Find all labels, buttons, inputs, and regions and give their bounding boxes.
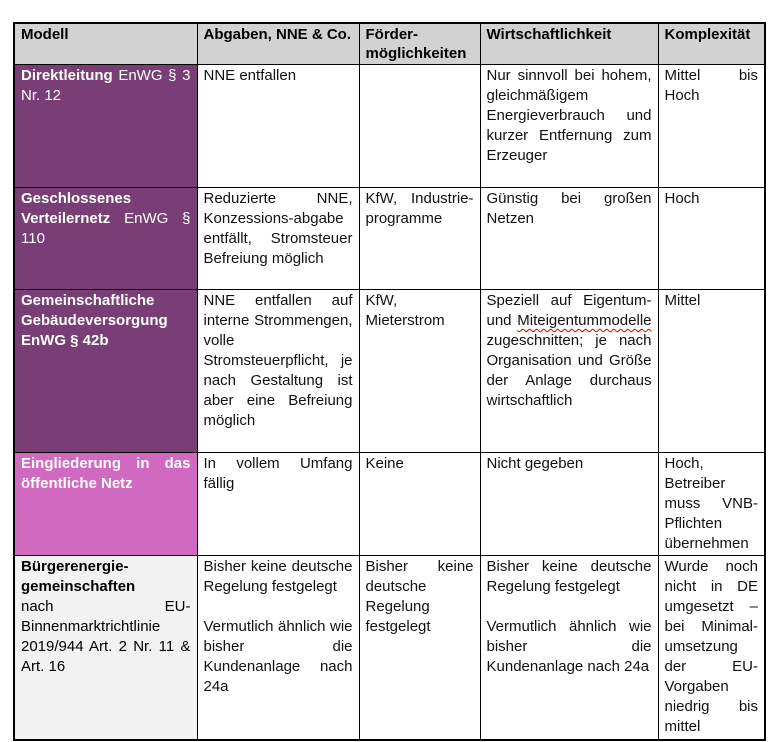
model-name [21, 66, 191, 106]
text-before-misspell: Speziell auf Eigentum- und [486, 292, 652, 329]
energy-models-table [13, 22, 766, 741]
table-row-direktleitung [14, 65, 765, 188]
cell-wirtschaftlichkeit [480, 65, 658, 188]
cell-foerdermoeglichkeiten [359, 290, 480, 453]
cell-text: KfW, Mieterstrom [365, 292, 445, 329]
cell-text: Hoch, Betreiber muss VNB-Pflichten übernehmen [664, 455, 758, 552]
cell-komplexitaet [658, 65, 765, 188]
cell-wirtschaftlichkeit [480, 556, 658, 740]
table-row-buergerenergiegemeinschaften [14, 556, 765, 740]
cell-text: Bisher keine deutsche Regelung festgelegt [203, 558, 353, 595]
cell-text: NNE entfallen auf interne Strommengen, volle Stromsteuerpflicht, je nach Gestaltung ist aber eine Befreiung möglich [203, 292, 353, 429]
model-name-bold: Direktleitung [21, 67, 113, 84]
header-cell-foerdermoeglichkeiten: Förder-möglichkeiten [359, 23, 480, 65]
cell-komplexitaet [658, 188, 765, 290]
cell-foerdermoeglichkeiten [359, 556, 480, 740]
cell-text: Bisher keine deutsche Regelung festgelegt [486, 558, 652, 595]
cell-abgaben [197, 290, 359, 453]
model-name [21, 291, 191, 351]
cell-foerdermoeglichkeiten [359, 453, 480, 556]
model-name-bold: Eingliederung in das öffentliche Netz [21, 455, 191, 492]
header-cell-modell: Modell [14, 23, 197, 65]
misspelled-word: Miteigentummodelle [517, 312, 652, 329]
model-law-ref: nach EU-Binnenmarktrichtlinie 2019/944 Art. 2 Nr. 11 & Art. 16 [21, 598, 191, 675]
model-cell [14, 188, 197, 290]
header-row [14, 23, 765, 65]
model-law-ref: EnWG § 110 [21, 210, 191, 247]
cell-wirtschaftlichkeit [480, 290, 658, 453]
cell-foerdermoeglichkeiten [359, 188, 480, 290]
cell-komplexitaet [658, 556, 765, 740]
cell-komplexitaet [658, 453, 765, 556]
model-name-bold: Geschlossenes Verteilernetz [21, 190, 132, 227]
header-cell-abgaben: Abgaben, NNE & Co. [197, 23, 359, 65]
model-cell [14, 556, 197, 740]
cell-abgaben [197, 453, 359, 556]
table-row-gemeinschaftliche-gebaeudeversorgung [14, 290, 765, 453]
cell-abgaben [197, 556, 359, 740]
cell-text: Mittel bis Hoch [664, 67, 758, 104]
header-cell-komplexitaet: Komplexität [658, 23, 765, 65]
model-cell [14, 453, 197, 556]
cell-text: NNE entfallen [203, 67, 297, 84]
text-after-misspell: zugeschnitten; je nach Organisation und Größe der Anlage durchaus wirtschaftlich [486, 332, 652, 409]
cell-abgaben [197, 65, 359, 188]
cell-text [487, 291, 652, 411]
model-name [21, 454, 191, 494]
cell-text: Nur sinnvoll bei hohem, gleichmäßigem Energieverbrauch und kurzer Entfernung zum Erzeuger [486, 67, 652, 164]
cell-text: Keine [365, 455, 404, 472]
cell-text: Reduzierte NNE, Konzessions-abgabe entfällt, Stromsteuer Befreiung möglich [203, 190, 353, 267]
model-cell [14, 65, 197, 188]
cell-text: Hoch [664, 190, 700, 207]
model-cell [14, 290, 197, 453]
header-cell-wirtschaftlichkeit: Wirtschaftlichkeit [480, 23, 658, 65]
cell-text: Wurde noch nicht in DE umgesetzt – bei Minimal-umsetzung der EU-Vorgaben niedrig bis mittel [664, 558, 758, 735]
cell-text: In vollem Umfang fällig [203, 455, 353, 492]
model-name-bold: Gemeinschaftliche Gebäudeversorgung EnWG § 42b [21, 292, 168, 349]
table-row-eingliederung-oeffentliches-netz [14, 453, 765, 556]
cell-text: Mittel [664, 292, 701, 309]
cell-text: Vermutlich ähnlich wie bisher die Kundenanlage nach 24a [486, 618, 652, 675]
model-name [21, 189, 191, 249]
cell-wirtschaftlichkeit [480, 453, 658, 556]
cell-abgaben [197, 188, 359, 290]
cell-text: KfW, Industrie-programme [365, 190, 474, 227]
model-name-bold: Bürgerenergie-gemeinschaften [21, 558, 136, 595]
cell-komplexitaet [658, 290, 765, 453]
cell-text: Vermutlich ähnlich wie bisher die Kundenanlage nach 24a [203, 618, 353, 695]
cell-text: Nicht gegeben [486, 455, 584, 472]
model-law-ref: EnWG § 3 Nr. 12 [21, 67, 191, 104]
cell-wirtschaftlichkeit [480, 188, 658, 290]
cell-text: Günstig bei großen Netzen [486, 190, 652, 227]
cell-foerdermoeglichkeiten [359, 65, 480, 188]
model-name [21, 557, 191, 677]
cell-text: Bisher keine deutsche Regelung festgelegt [365, 558, 474, 635]
table-row-geschlossenes-verteilernetz [14, 188, 765, 290]
